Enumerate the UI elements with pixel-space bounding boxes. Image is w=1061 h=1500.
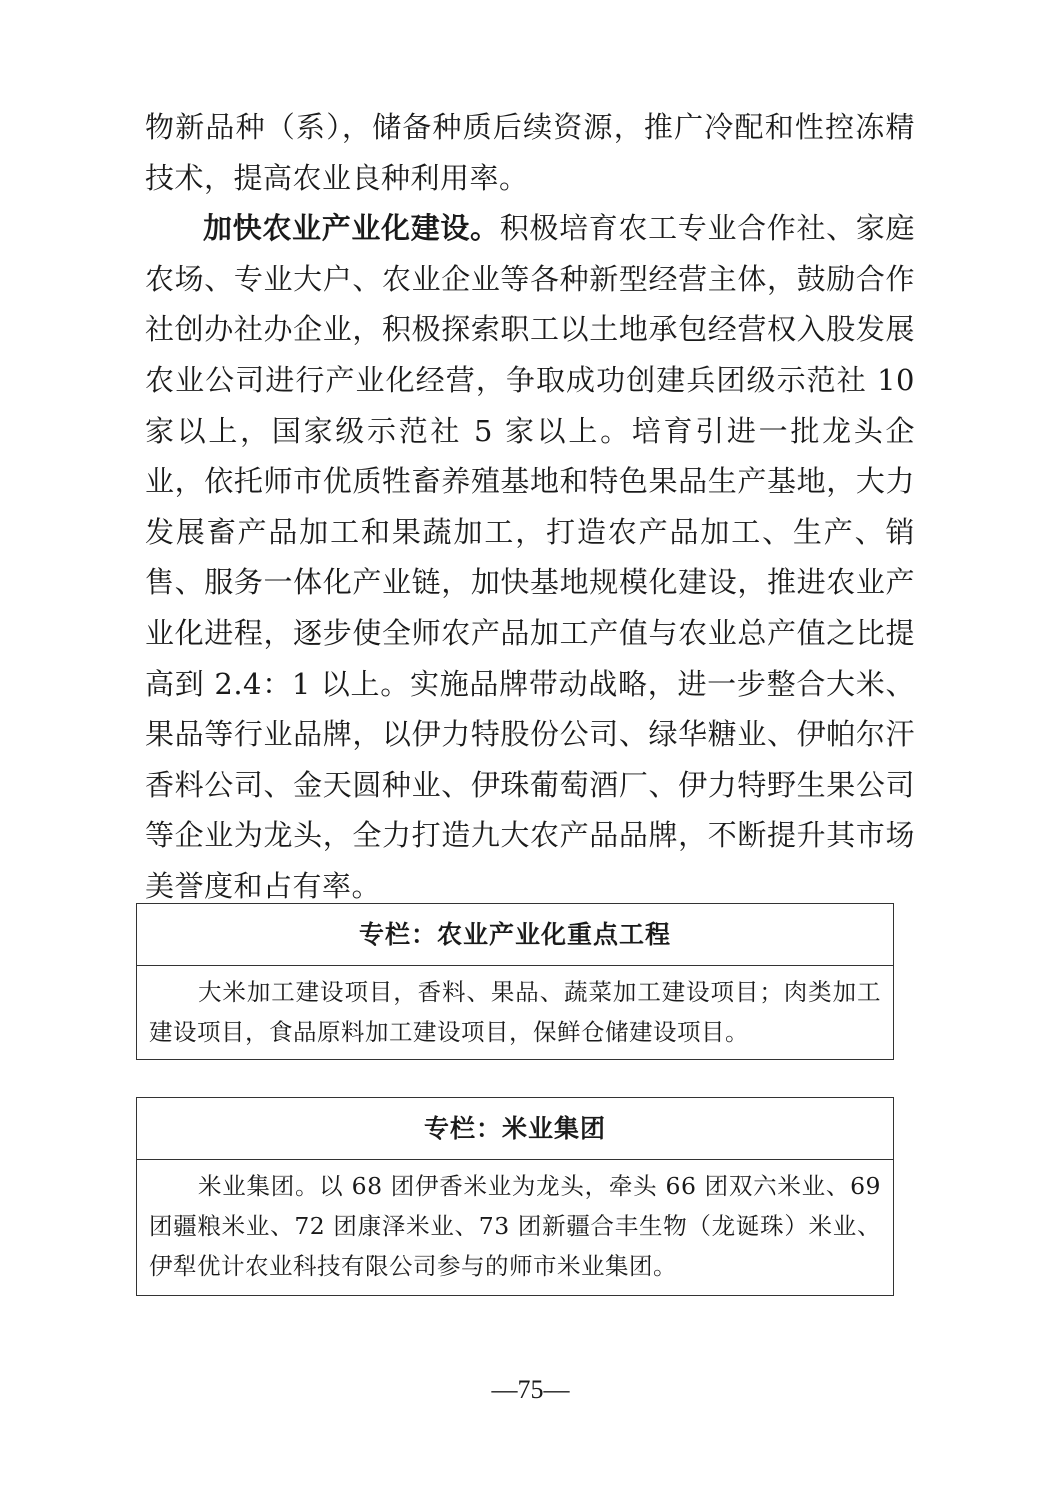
paragraph-body: 积极培育农工专业合作社、家庭农场、专业大户、农业企业等各种新型经营主体，鼓励合作社创办社办企业，积极探索职工以土地承包经营权入股发展农业公司进行产业化经营，争取成功创建兵团级示范社 10 家以上，国家级示范社 5 家以上。培育引进一批龙头企业，依托师市优质牲畜养殖基地和特色果品生产基地，大力发展畜产品加工和果蔬加工，打造农产品加工、生产、销售、服务一体化产业链，加快基地规模化建设，推进农业产业化进程，逐步使全师农产品加工产值与农业总产值之比提高到 2.4：1 以上。实施品牌带动战略，进一步整合大米、果品等行业品牌，以伊力特股份公司、绿华糖业、伊帕尔汗香料公司、金天圆种业、伊珠葡萄酒厂、伊力特野生果公司等企业为龙头，全力打造九大农产品品牌，不断提升其市场美誉度和占有率。 xyxy=(145,211,915,903)
page-number: —75— xyxy=(491,1375,570,1404)
column-box-title: 专栏：米业集团 xyxy=(137,1098,893,1160)
column-box-body: 米业集团。以 68 团伊香米业为龙头，牵头 66 团双六米业、69 团疆粮米业、72 团康泽米业、73 团新疆合丰生物（龙诞珠）米业、伊犁优计农业科技有限公司参与的师市米业集团。 xyxy=(149,1172,881,1280)
column-box-rice-group xyxy=(136,1097,894,1296)
paragraph-lead-heading: 加快农业产业化建设。 xyxy=(203,211,500,246)
main-body-text xyxy=(145,102,915,912)
paragraph-agricultural-industrialization xyxy=(145,203,915,911)
column-box-title: 专栏：农业产业化重点工程 xyxy=(137,904,893,966)
column-box-key-projects xyxy=(136,903,894,1060)
paragraph-continuation: 物新品种（系），储备种质后续资源，推广冷配和性控冻精技术，提高农业良种利用率。 xyxy=(145,110,915,195)
column-box-body: 大米加工建设项目，香料、果品、蔬菜加工建设项目；肉类加工建设项目，食品原料加工建设项目，保鲜仓储建设项目。 xyxy=(149,978,881,1046)
